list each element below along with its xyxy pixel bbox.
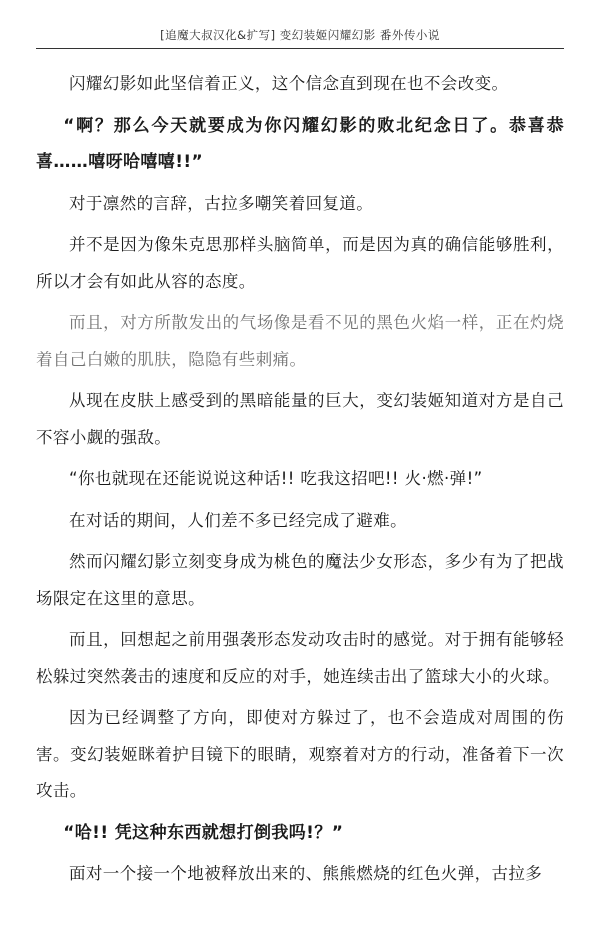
paragraph: 而且，对方所散发出的气场像是看不见的黑色火焰一样，正在灼烧着自己白嫩的肌肤，隐隐有些刺痛。 (36, 313, 564, 369)
paragraph: 并不是因为像朱克思那样头脑简单，而是因为真的确信能够胜利，所以才会有如此从容的态度。 (36, 235, 564, 291)
dialogue-paragraph: “啊？那么今天就要成为你闪耀幻影的败北纪念日了。恭喜恭喜……嘻呀哈嘻嘻!!” (36, 115, 564, 172)
page-header (36, 22, 564, 49)
paragraph: 在对话的期间，人们差不多已经完成了避难。 (69, 510, 407, 530)
paragraph: 从现在皮肤上感受到的黑暗能量的巨大，变幻装姬知道对方是自己不容小觑的强敌。 (36, 391, 564, 447)
dialogue-paragraph: “哈!! 凭这种东西就想打倒我吗!？” (63, 822, 344, 843)
paragraph: 而且，回想起之前用强袭形态发动攻击时的感觉。对于拥有能够轻松躲过突然袭击的速度和反应的对手，她连续击出了篮球大小的火球。 (36, 630, 564, 686)
paragraph: 因为已经调整了方向，即使对方躲过了，也不会造成对周围的伤害。变幻装姬眯着护目镜下的眼睛，观察着对方的行动，准备着下一次攻击。 (36, 708, 564, 800)
paragraph: 面对一个接一个地被释放出来的、熊熊燃烧的红色火弹，古拉多 (69, 864, 543, 883)
paragraph: 然而闪耀幻影立刻变身成为桃色的魔法少女形态，多少有为了把战场限定在这里的意思。 (36, 552, 564, 608)
page-header-title: [追魔大叔汉化&扩写] 变幻装姬闪耀幻影 番外传小说 (160, 28, 440, 42)
dialogue-paragraph: “你也就现在还能说说这种话!! 吃我这招吧!! 火·燃·弹!” (69, 469, 483, 488)
document-body (36, 66, 564, 898)
paragraph: 闪耀幻影如此坚信着正义，这个信念直到现在也不会改变。 (69, 74, 509, 93)
paragraph: 对于凛然的言辞，古拉多嘲笑着回复道。 (69, 193, 374, 213)
